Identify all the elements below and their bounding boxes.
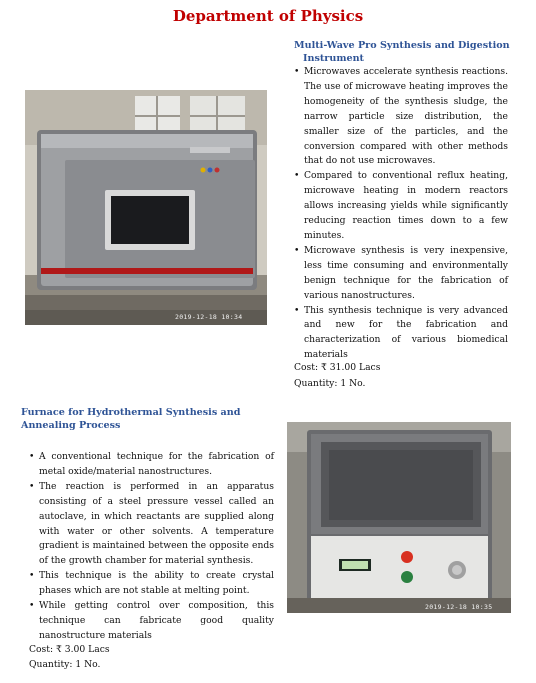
list-item: • A conventional technique for the fabrication of metal oxide/material nanostructures. — [29, 450, 274, 480]
microwave-cost: Cost: ₹ 31.00 Lacs — [294, 362, 381, 373]
furnace-illustration — [287, 422, 511, 613]
list-item: • Microwave synthesis is very inexpensive, less time consuming and environmentally benign technique for the fabrication of various nanostructures. — [294, 244, 508, 304]
furnace-photo-timestamp: 2019-12-18 10:35 — [425, 603, 493, 611]
furnace-photo — [287, 422, 511, 613]
list-item: • While getting control over composition, this technique can fabricate good quality nanostructure materials — [29, 599, 274, 644]
microwave-photo-timestamp: 2019-12-18 10:34 — [175, 313, 243, 321]
furnace-quantity: Quantity: 1 No. — [29, 659, 101, 670]
microwave-photo — [25, 90, 267, 325]
list-item: • This technique is the ability to create crystal phases which are not stable at melting point. — [29, 569, 274, 599]
list-item: • This synthesis technique is very advanced and new for the fabrication and characterization of various biomedical materials — [294, 304, 508, 364]
microwave-bullet-list — [294, 65, 508, 363]
list-item: • Microwaves accelerate synthesis reactions. The use of microwave heating improves the homogeneity of the synthesis sludge, the narrow particle size distribution, the smaller size of the particles, and the conversion compared with other methods that do not use microwaves. — [294, 65, 508, 169]
list-item: • Compared to conventional reflux heating, microwave heating in modern reactors allows increasing yields while significantly reducing reaction times down to a few minutes. — [294, 169, 508, 244]
furnace-cost: Cost: ₹ 3.00 Lacs — [29, 644, 110, 655]
microwave-title-line1: Multi-Wave Pro Synthesis and Digestion — [294, 40, 510, 51]
list-item: • The reaction is performed in an apparatus consisting of a steel pressure vessel called an autoclave, in which reactants are supplied along with water or other solvents. A temperature gradient is maintained between the opposite ends of the growth chamber for material synthesis. — [29, 480, 274, 569]
furnace-section-title — [21, 406, 251, 432]
microwave-quantity: Quantity: 1 No. — [294, 378, 366, 389]
page-title: Department of Physics — [172, 7, 364, 25]
furnace-bullet-list — [29, 450, 274, 644]
microwave-illustration — [25, 90, 267, 325]
furnace-title-line2: Annealing Process — [21, 420, 121, 431]
microwave-title-line2: Instrument — [303, 53, 364, 64]
microwave-section-title — [294, 39, 514, 65]
furnace-title-line1: Furnace for Hydrothermal Synthesis and — [21, 407, 241, 418]
